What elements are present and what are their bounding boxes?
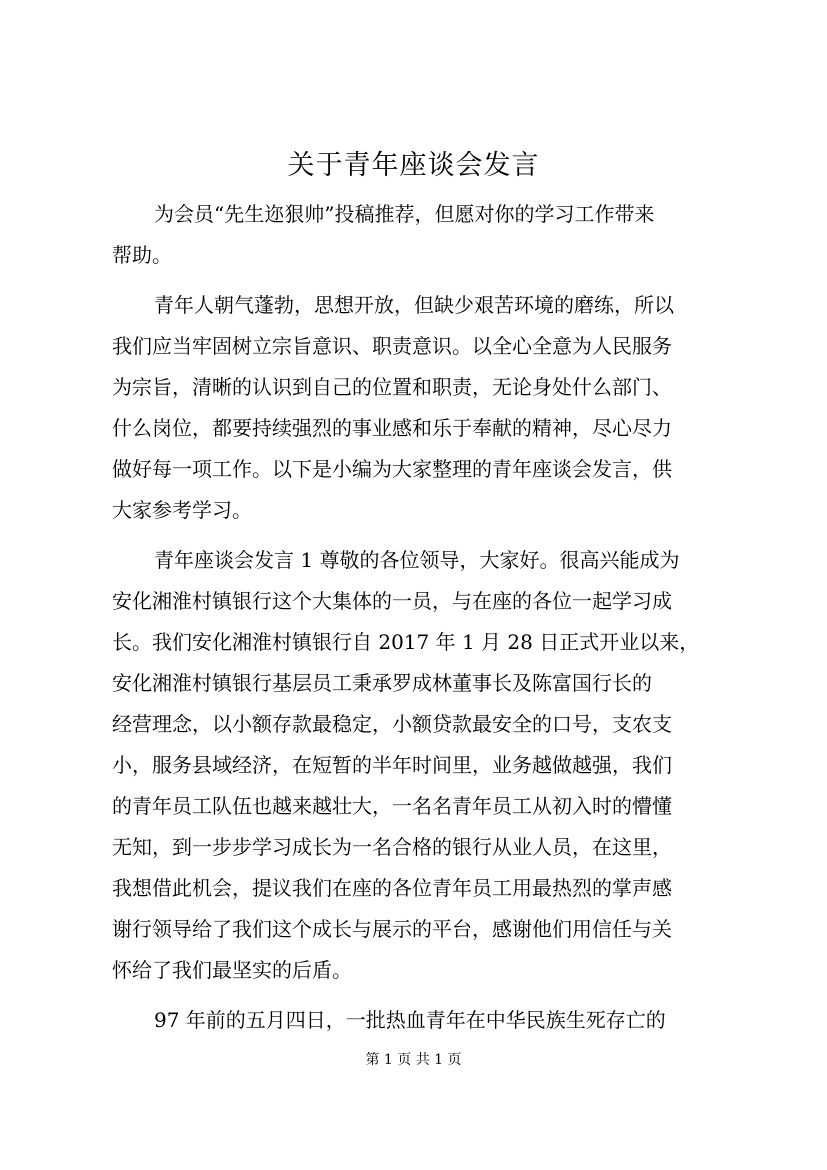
paragraph-line: 长。我们安化湘淮村镇银行自 2017 年 1 月 28 日正式开业以来， — [112, 630, 700, 654]
paragraph-line: 做好每一项工作。以下是小编为大家整理的青年座谈会发言，供 — [112, 457, 672, 481]
paragraph-line: 我想借此机会，提议我们在座的各位青年员工用最热烈的掌声感 — [112, 876, 672, 900]
paragraph-line: 无知，到一步步学习成长为一名合格的银行从业人员，在这里， — [112, 835, 672, 859]
paragraph-line: 大家参考学习。 — [112, 498, 252, 522]
paragraph-line: 怀给了我们最坚实的后盾。 — [112, 958, 352, 982]
paragraph-line: 青年座谈会发言 1 尊敬的各位领导，大家好。很高兴能成为 — [154, 548, 680, 572]
paragraph-line: 为会员“先生迩狠帅”投稿推荐，但愿对你的学习工作带来 — [154, 202, 655, 226]
paragraph-line: 安化湘淮村镇银行这个大集体的一员，与在座的各位一起学习成 — [112, 589, 672, 613]
document-body — [112, 194, 720, 1041]
paragraph-line: 经营理念，以小额存款最稳定，小额贷款最安全的口号，支农支 — [112, 712, 672, 736]
paragraph-line: 我们应当牢固树立宗旨意识、职责意识。以全心全意为人民服务 — [112, 334, 672, 358]
paragraph — [112, 194, 720, 276]
document-title: 关于青年座谈会发言 — [287, 150, 540, 181]
paragraph-line: 安化湘淮村镇银行基层员工秉承罗成林董事长及陈富国行长的 — [112, 671, 652, 695]
paragraph-line: 97 年前的五月四日，一批热血青年在中华民族生死存亡的 — [154, 1008, 666, 1032]
page-footer: 第 1 页 共 1 页 — [365, 1052, 462, 1068]
paragraph-line: 帮助。 — [112, 243, 172, 267]
paragraph — [112, 285, 720, 531]
paragraph-line: 谢行领导给了我们这个成长与展示的平台，感谢他们用信任与关 — [112, 917, 672, 941]
paragraph-line: 青年人朝气蓬勃，思想开放，但缺少艰苦环境的磨练，所以 — [154, 293, 674, 317]
paragraph-line: 什么岗位，都要持续强烈的事业感和乐于奉献的精神，尽心尽力 — [112, 416, 672, 440]
paragraph-line: 的青年员工队伍也越来越壮大，一名名青年员工从初入时的懵懂 — [112, 794, 672, 818]
paragraph — [112, 540, 720, 991]
paragraph-line: 为宗旨，清晰的认识到自己的位置和职责，无论身处什么部门、 — [112, 375, 672, 399]
paragraph — [112, 1000, 720, 1041]
paragraph-line: 小，服务县域经济，在短暂的半年时间里，业务越做越强，我们 — [112, 753, 672, 777]
